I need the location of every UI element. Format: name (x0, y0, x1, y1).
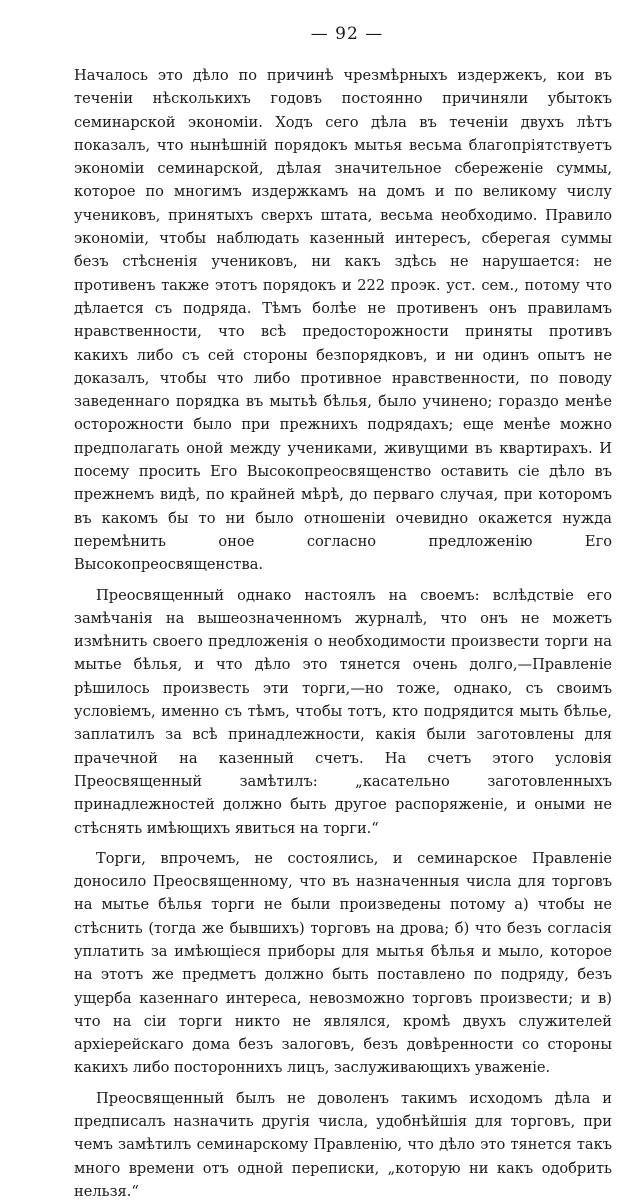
paragraph-1: Началось это дѣло по причинѣ чрезмѣрныхъ издержекъ, кои въ теченіи нѣсколькихъ годовъ постоянно причиняли убытокъ семинарской экономіи. Ходъ сего дѣла въ теченіи двухъ лѣтъ показалъ, что нынѣшній порядокъ мытья весьма благопріятствуетъ экономіи семинарской, дѣлая значительное сбереженіе суммы, которое по многимъ издержкамъ на домъ и по великому числу учениковъ, принятыхъ сверхъ штата, весьма необходимо. Правило экономіи, чтобы наблюдать казенный интересъ, сберегая суммы безъ стѣсненія учениковъ, ни какъ здѣсь не нарушается: не противенъ также этотъ порядокъ и 222 проэк. уст. сем., потому что дѣлается съ подряда. Тѣмъ болѣе не противенъ онъ правиламъ нравственности, что всѣ предосторожности приняты противъ какихъ либо съ сей стороны безпорядковъ, и ни одинъ опытъ не доказалъ, чтобы что либо противное нравственности, по поводу заведеннаго порядка въ мытьѣ бѣлья, было учинено; гораздо менѣе осторожности было при прежнихъ подрядахъ; еще менѣе можно предполагать оной между учениками, живущими въ квартирахъ. И посему просить Его Высокопреосвященство оставить сіе дѣло въ прежнемъ видѣ, по крайней мѣрѣ, до перваго случая, при которомъ въ какомъ бы то ни было отношеніи очевидно окажется нужда перемѣнить оное согласно предложенію Его Высокопреосвященства. (74, 67, 612, 574)
paragraph-4: Преосвященный былъ не доволенъ такимъ исходомъ дѣла и предписалъ назначить другія числа, удобнѣйшія для торговъ, при чемъ замѣтилъ семинарскому Правленію, что дѣло это тянется такъ много времени отъ одной переписки, „которую ни какъ одобрить нельзя.“ (74, 1089, 612, 1200)
paragraph-2: Преосвященный однако настоялъ на своемъ: вслѣдствіе его замѣчанія на вышеозначенномъ журналѣ, что онъ не можетъ измѣнить своего предложенія о необходимости произвести торги на мытье бѣлья, и что дѣло это тянется очень долго,—Правленіе рѣшилось произвесть эти торги,—но тоже, однако, съ своимъ условіемъ, именно съ тѣмъ, чтобы тотъ, кто подрядится мыть бѣлье, заплатилъ за всѣ принадлежности, какія были заготовлены для прачечной на казенный счетъ. На счетъ этого условія Преосвященный замѣтилъ: „касательно заготовленныхъ принадлежностей должно быть другое распоряженіе, и оными не стѣснять имѣющихъ явиться на торги.“ (74, 586, 612, 837)
paragraph-3: Торги, впрочемъ, не состоялись, и семинарское Правленіе доносило Преосвященному, что въ назначенныя числа для торговъ на мытье бѣлья торги не были произведены потому а) чтобы не стѣснить (тогда же бывшихъ) торговъ на дрова; б) что безъ согласія уплатить за имѣющіеся приборы для мытья бѣлья и мыло, которое на этотъ же предметъ должно быть поставлено по подряду, безъ ущерба казеннаго интереса, невозможно торговъ произвести; и в) что на сіи торги никто не являлся, кромѣ двухъ служителей архіерейскаго дома безъ залоговъ, безъ довѣренности со стороны какихъ либо постороннихъ лицъ, заслуживающихъ уваженіе. (74, 849, 612, 1077)
page-number: — 92 — (310, 24, 384, 44)
